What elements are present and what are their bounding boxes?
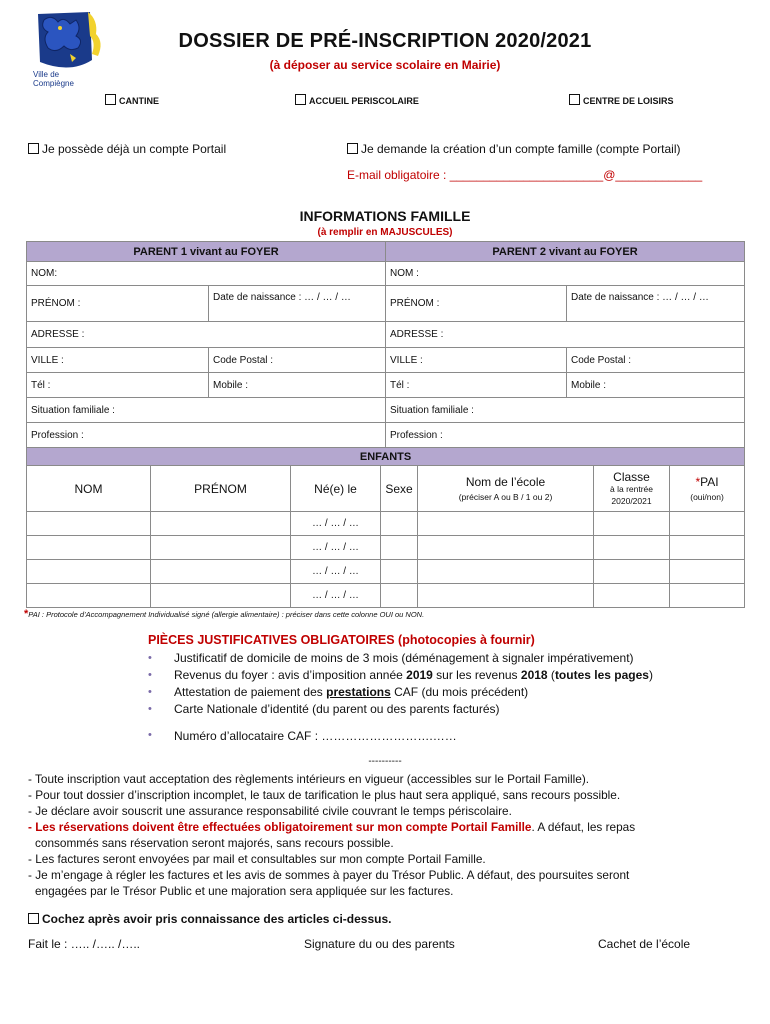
cachet-label: Cachet de l’école: [598, 937, 691, 951]
enfant-sexe-cell[interactable]: [381, 560, 418, 584]
famille-table: [26, 241, 745, 448]
fait-le-field[interactable]: Fait le : ….. /….. /…..: [28, 937, 141, 951]
page-title: DOSSIER DE PRÉ-INSCRIPTION 2020/2021: [178, 30, 592, 52]
enfant-nom-cell[interactable]: [27, 560, 151, 584]
parent1-ville[interactable]: VILLE :: [27, 348, 209, 373]
agree-option[interactable]: Cochez après avoir pris connaissance des articles ci-dessus.: [28, 912, 392, 926]
enfant-classe-cell[interactable]: [594, 536, 670, 560]
enfant-sexe-cell[interactable]: [381, 584, 418, 608]
enfant-prenom-cell[interactable]: [151, 512, 291, 536]
famille-subtitle: (à remplir en MAJUSCULES): [317, 227, 453, 238]
parent2-ville[interactable]: VILLE :: [386, 348, 567, 373]
enfant-date-cell[interactable]: … / … / …: [291, 536, 381, 560]
enfant-classe-cell[interactable]: [594, 560, 670, 584]
enfant-nom-cell[interactable]: [27, 536, 151, 560]
rules-text: - Toute inscription vaut acceptation des règlements intérieurs en vigueur (accessibles sur le Portail Famille). - Pour tout dossier d’inscription incomplet, le taux de tarification le plus haut sera appliqué, sans recours possible. - Je déclare avoir souscrit une assurance responsabilité civile couvrant le temps périscolaire. - Les réservations doivent être effectuées obligatoirement sur mon compte Portail Famille. A défaut, les repas consommés sans réservation seront majorés, sans recours possible. - Les factures seront envoyées par mail et consultables sur mon compte Portail Famille. - Je m’engage à régler les factures et les avis de sommes à payer du Trésor Public. A défaut, des poursuites seront engagées par le Trésor Public et une majoration sera appliquée sur les factures.: [28, 772, 636, 898]
new-account-checkbox[interactable]: [347, 143, 358, 154]
centre-loisirs-checkbox[interactable]: [569, 94, 580, 105]
enfant-classe-cell[interactable]: [594, 584, 670, 608]
existing-account-checkbox[interactable]: [28, 143, 39, 154]
enfants-table: [26, 447, 745, 608]
service-periscolaire[interactable]: ACCUEIL PERISCOLAIRE: [295, 94, 419, 106]
col-nom: NOM: [27, 466, 151, 512]
enfant-prenom-cell[interactable]: [151, 536, 291, 560]
parent1-profession[interactable]: Profession :: [27, 423, 386, 448]
page-subtitle: (à déposer au service scolaire en Mairie): [269, 58, 501, 72]
periscolaire-checkbox[interactable]: [295, 94, 306, 105]
list-item: • Justificatif de domicile de moins de 3 mois (déménagement à signaler impérativement): [148, 650, 653, 667]
service-cantine[interactable]: CANTINE: [105, 94, 159, 106]
col-ecole: Nom de l’école (préciser A ou B / 1 ou 2): [418, 466, 594, 512]
famille-title: INFORMATIONS FAMILLE: [299, 208, 471, 224]
parent1-header: PARENT 1 vivant au FOYER: [27, 242, 386, 262]
col-classe: Classe à la rentrée 2020/2021: [594, 466, 670, 512]
enfant-ecole-cell[interactable]: [418, 560, 594, 584]
enfant-nom-cell[interactable]: [27, 584, 151, 608]
enfant-row: [27, 584, 745, 608]
enfant-pai-cell[interactable]: [670, 536, 745, 560]
enfant-ecole-cell[interactable]: [418, 584, 594, 608]
enfant-ecole-cell[interactable]: [418, 512, 594, 536]
enfant-row: [27, 512, 745, 536]
parent1-cp[interactable]: Code Postal :: [209, 348, 386, 373]
pieces-title: PIÈCES JUSTIFICATIVES OBLIGATOIRES (photocopies à fournir): [148, 633, 535, 647]
enfant-nom-cell[interactable]: [27, 512, 151, 536]
parent1-nom[interactable]: NOM:: [27, 262, 386, 286]
enfant-pai-cell[interactable]: [670, 512, 745, 536]
option-existing-account[interactable]: Je possède déjà un compte Portail: [28, 142, 226, 156]
parent2-situation[interactable]: Situation familiale :: [386, 398, 745, 423]
email-field[interactable]: E-mail obligatoire : _______________________@_____________: [347, 168, 703, 182]
enfant-classe-cell[interactable]: [594, 512, 670, 536]
list-item: • Revenus du foyer : avis d’imposition année 2019 sur les revenus 2018 (toutes les pages): [148, 667, 653, 684]
parent1-naissance[interactable]: Date de naissance : … / … / …: [209, 286, 386, 322]
parent2-profession[interactable]: Profession :: [386, 423, 745, 448]
enfant-date-cell[interactable]: … / … / …: [291, 584, 381, 608]
parent2-adresse[interactable]: ADRESSE :: [386, 322, 745, 348]
enfant-date-cell[interactable]: … / … / …: [291, 512, 381, 536]
col-pai: *PAI (oui/non): [670, 466, 745, 512]
caf-number-field[interactable]: • Numéro d’allocataire CAF : ……………………….……: [148, 729, 457, 743]
parent2-nom[interactable]: NOM :: [386, 262, 745, 286]
enfant-sexe-cell[interactable]: [381, 536, 418, 560]
parent2-tel[interactable]: Tél :: [386, 373, 567, 398]
option-new-account[interactable]: Je demande la création d’un compte famille (compte Portail): [347, 142, 681, 156]
col-sexe: Sexe: [381, 466, 418, 512]
parent1-prenom[interactable]: PRÉNOM :: [27, 286, 209, 322]
enfant-row: [27, 560, 745, 584]
parent1-adresse[interactable]: ADRESSE :: [27, 322, 386, 348]
enfant-row: [27, 536, 745, 560]
list-item: • Carte Nationale d’identité (du parent ou des parents facturés): [148, 701, 653, 718]
service-centre-loisirs[interactable]: CENTRE DE LOISIRS: [569, 94, 674, 106]
col-ne: Né(e) le: [291, 466, 381, 512]
enfant-pai-cell[interactable]: [670, 560, 745, 584]
parent2-header: PARENT 2 vivant au FOYER: [386, 242, 745, 262]
parent2-mobile[interactable]: Mobile :: [567, 373, 745, 398]
parent2-prenom[interactable]: PRÉNOM :: [386, 286, 567, 322]
logo-text: Ville de Compiègne: [33, 70, 74, 88]
pai-footnote: *PAI : Protocole d’Accompagnement Individualisé signé (allergie alimentaire) : préciser dans cette colonne OUI ou NON.: [24, 608, 425, 620]
enfants-header: ENFANTS: [27, 448, 745, 466]
enfant-prenom-cell[interactable]: [151, 560, 291, 584]
enfant-prenom-cell[interactable]: [151, 584, 291, 608]
enfant-date-cell[interactable]: … / … / …: [291, 560, 381, 584]
signature-label: Signature du ou des parents: [304, 937, 455, 951]
parent2-cp[interactable]: Code Postal :: [567, 348, 745, 373]
parent1-situation[interactable]: Situation familiale :: [27, 398, 386, 423]
parent1-mobile[interactable]: Mobile :: [209, 373, 386, 398]
separator: ----------: [368, 756, 402, 767]
parent2-naissance[interactable]: Date de naissance : … / … / …: [567, 286, 745, 322]
parent1-tel[interactable]: Tél :: [27, 373, 209, 398]
col-prenom: PRÉNOM: [151, 466, 291, 512]
list-item: • Attestation de paiement des prestations CAF (du mois précédent): [148, 684, 653, 701]
agree-checkbox[interactable]: [28, 913, 39, 924]
enfant-ecole-cell[interactable]: [418, 536, 594, 560]
enfant-sexe-cell[interactable]: [381, 512, 418, 536]
pieces-list: [148, 650, 653, 718]
cantine-checkbox[interactable]: [105, 94, 116, 105]
enfant-pai-cell[interactable]: [670, 584, 745, 608]
